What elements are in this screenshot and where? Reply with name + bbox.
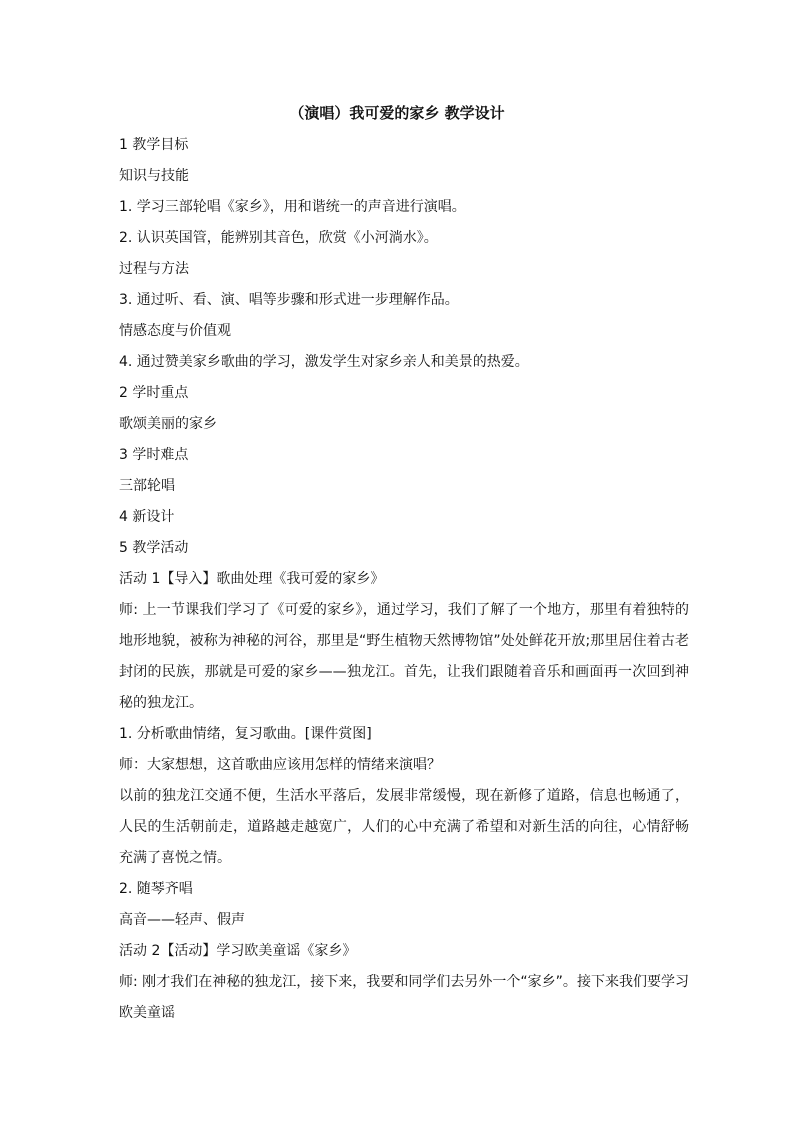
key-point-text: 歌颂美丽的家乡 bbox=[119, 416, 217, 432]
subheading-knowledge-skills: 知识与技能 bbox=[119, 168, 189, 184]
subheading-process-method: 过程与方法 bbox=[119, 261, 189, 277]
paragraph-intro: 师: 上一节课我们学习了《可爱的家乡》，通过学习，我们了解了一个地方，那里有着独特的地形地貌，被称为神秘的河谷，那里是“野生植物天然博物馆”处处鲜花开放;那里居住着古老封闭的民族，那就是可爱的家乡——独龙江。首先，让我们跟随着音乐和画面再一次回到神秘的独龙江。 bbox=[119, 602, 689, 711]
step-sing-along: 2. 随琴齐唱 bbox=[119, 881, 193, 897]
difficulty-text: 三部轮唱 bbox=[119, 478, 175, 494]
step-analyze-mood: 1. 分析歌曲情绪，复习歌曲。[课件赏图] bbox=[119, 726, 372, 742]
section-heading-objectives: 1 教学目标 bbox=[119, 137, 189, 153]
paragraph-activity2: 师: 刚才我们在神秘的独龙江，接下来，我要和同学们去另外一个“家乡”。接下来我们要学习欧美童谣 bbox=[119, 974, 689, 1021]
objective-item-1: 1. 学习三部轮唱《家乡》，用和谐统一的声音进行演唱。 bbox=[119, 199, 466, 215]
activity-2-heading: 活动 2【活动】学习欧美童谣《家乡》 bbox=[119, 943, 357, 959]
subheading-attitude-values: 情感态度与价值观 bbox=[119, 323, 231, 339]
section-heading-new-design: 4 新设计 bbox=[119, 509, 175, 525]
document-body bbox=[119, 130, 689, 1029]
objective-item-3: 3. 通过听、看、演、唱等步骤和形式进一步理解作品。 bbox=[119, 292, 459, 308]
teacher-question: 师：大家想想，这首歌曲应该用怎样的情绪来演唱？ bbox=[119, 757, 441, 773]
activity-1-heading: 活动 1【导入】歌曲处理《我可爱的家乡》 bbox=[119, 571, 385, 587]
paragraph-mood: 以前的独龙江交通不便，生活水平落后，发展非常缓慢，现在新修了道路，信息也畅通了，人民的生活朝前走，道路越走越宽广，人们的心中充满了希望和对新生活的向往，心情舒畅充满了喜悦之情。 bbox=[119, 788, 689, 866]
section-heading-activities: 5 教学活动 bbox=[119, 540, 189, 556]
high-voice-note: 高音——轻声、假声 bbox=[119, 912, 245, 928]
objective-item-4: 4. 通过赞美家乡歌曲的学习，激发学生对家乡亲人和美景的热爱。 bbox=[119, 354, 529, 370]
objective-item-2: 2. 认识英国管，能辨别其音色，欣赏《小河淌水》。 bbox=[119, 230, 438, 246]
document-title: （演唱）我可爱的家乡 教学设计 bbox=[289, 104, 505, 122]
section-heading-key-points: 2 学时重点 bbox=[119, 385, 189, 401]
section-heading-difficulties: 3 学时难点 bbox=[119, 447, 189, 463]
